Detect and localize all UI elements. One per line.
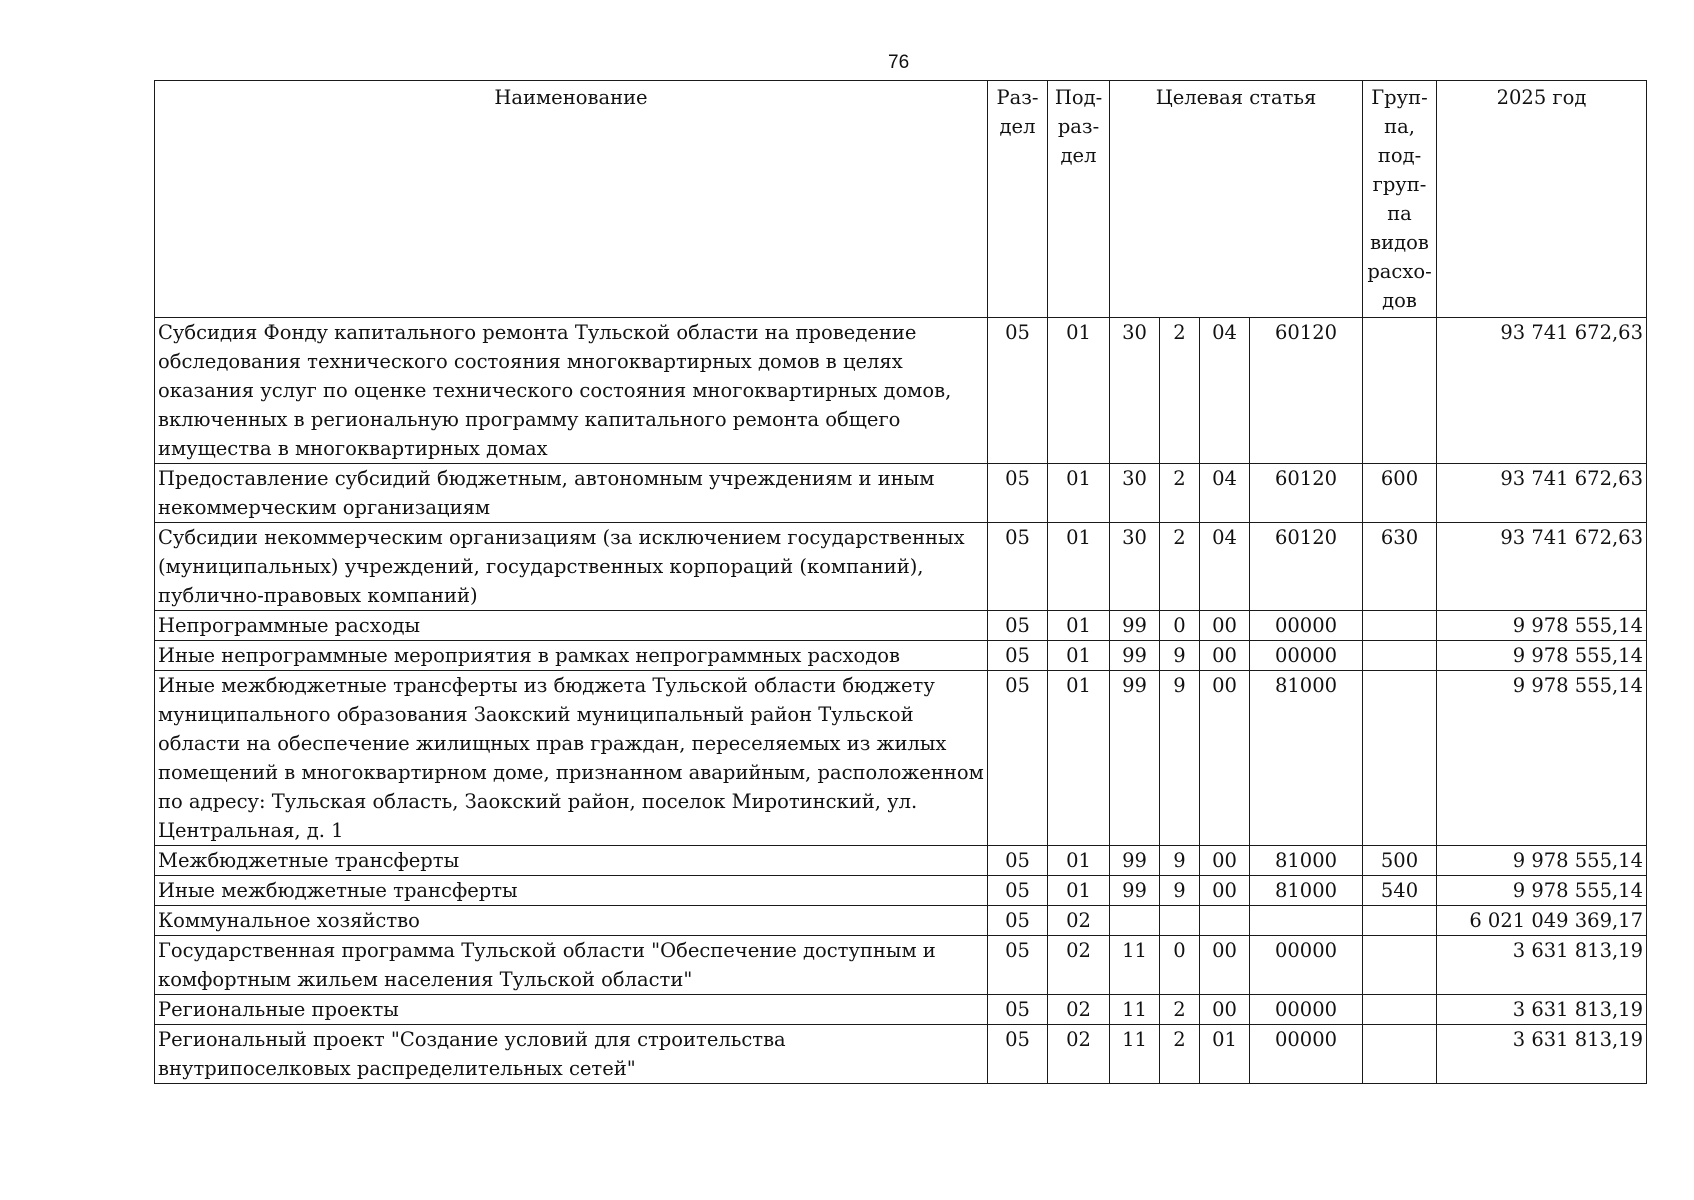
- row-amount: 93 741 672,63: [1437, 464, 1647, 523]
- row-name: Субсидия Фонду капитального ремонта Тульской области на проведение обследования технического состояния многоквартирных домов в целях оказания услуг по оценке технического состояния многоквартирных домов, включенных в региональную программу капитального ремонта общего имущества в многоквартирных домах: [155, 318, 988, 464]
- row-target-direction: 00000: [1250, 936, 1363, 995]
- row-subsection: 01: [1048, 611, 1110, 641]
- row-target-program: 99: [1110, 611, 1160, 641]
- row-target-program: [1110, 906, 1160, 936]
- row-name: Непрограммные расходы: [155, 611, 988, 641]
- row-target-event: 01: [1200, 1025, 1250, 1084]
- table-row: [155, 995, 1647, 1025]
- row-subsection: 01: [1048, 641, 1110, 671]
- row-target-event: 04: [1200, 318, 1250, 464]
- row-section: 05: [988, 995, 1048, 1025]
- row-target-direction: 60120: [1250, 464, 1363, 523]
- row-expense-group: [1363, 1025, 1437, 1084]
- row-target-type: 9: [1160, 671, 1200, 846]
- row-name: Межбюджетные трансферты: [155, 846, 988, 876]
- row-subsection: 02: [1048, 936, 1110, 995]
- row-amount: 6 021 049 369,17: [1437, 906, 1647, 936]
- row-target-program: 99: [1110, 641, 1160, 671]
- row-target-program: 30: [1110, 318, 1160, 464]
- row-target-direction: 81000: [1250, 671, 1363, 846]
- row-target-type: 2: [1160, 523, 1200, 611]
- row-target-direction: 60120: [1250, 318, 1363, 464]
- header-target-article: Целевая статья: [1110, 81, 1363, 318]
- row-amount: 3 631 813,19: [1437, 995, 1647, 1025]
- row-name: Коммунальное хозяйство: [155, 906, 988, 936]
- row-expense-group: [1363, 671, 1437, 846]
- table-row: [155, 936, 1647, 995]
- row-target-direction: 81000: [1250, 846, 1363, 876]
- row-section: 05: [988, 523, 1048, 611]
- row-target-event: 00: [1200, 995, 1250, 1025]
- row-target-direction: 00000: [1250, 641, 1363, 671]
- row-target-program: 99: [1110, 671, 1160, 846]
- row-target-type: 2: [1160, 1025, 1200, 1084]
- row-subsection: 01: [1048, 876, 1110, 906]
- table-row: [155, 1025, 1647, 1084]
- page-number: 76: [888, 52, 910, 73]
- row-name: Государственная программа Тульской области "Обеспечение доступным и комфортным жильем населения Тульской области": [155, 936, 988, 995]
- row-target-direction: 60120: [1250, 523, 1363, 611]
- row-subsection: 01: [1048, 846, 1110, 876]
- row-target-type: 2: [1160, 995, 1200, 1025]
- row-expense-group: [1363, 318, 1437, 464]
- table-row: [155, 523, 1647, 611]
- row-section: 05: [988, 611, 1048, 641]
- row-amount: 9 978 555,14: [1437, 611, 1647, 641]
- row-target-program: 99: [1110, 846, 1160, 876]
- row-target-event: [1200, 906, 1250, 936]
- row-expense-group: 540: [1363, 876, 1437, 906]
- row-target-event: 00: [1200, 671, 1250, 846]
- row-target-type: 9: [1160, 846, 1200, 876]
- table-body: [155, 318, 1647, 1084]
- row-expense-group: [1363, 641, 1437, 671]
- row-expense-group: 630: [1363, 523, 1437, 611]
- row-subsection: 02: [1048, 995, 1110, 1025]
- row-name: Региональные проекты: [155, 995, 988, 1025]
- row-section: 05: [988, 906, 1048, 936]
- row-amount: 93 741 672,63: [1437, 523, 1647, 611]
- row-target-direction: 00000: [1250, 1025, 1363, 1084]
- row-name: Субсидии некоммерческим организациям (за исключением государственных (муниципальных) учреждений, государственных корпораций (компаний), публично-правовых компаний): [155, 523, 988, 611]
- row-subsection: 01: [1048, 318, 1110, 464]
- row-target-event: 00: [1200, 876, 1250, 906]
- table-row: [155, 641, 1647, 671]
- row-name: Иные непрограммные мероприятия в рамках непрограммных расходов: [155, 641, 988, 671]
- row-name: Иные межбюджетные трансферты из бюджета Тульской области бюджету муниципального образования Заокский муниципальный район Тульской области на обеспечение жилищных прав граждан, переселяемых из жилых помещений в многоквартирном доме, признанном аварийным, расположенном по адресу: Тульская область, Заокский район, поселок Миротинский, ул. Центральная, д. 1: [155, 671, 988, 846]
- row-amount: 3 631 813,19: [1437, 1025, 1647, 1084]
- row-target-type: 0: [1160, 611, 1200, 641]
- row-amount: 9 978 555,14: [1437, 846, 1647, 876]
- row-target-type: [1160, 906, 1200, 936]
- row-section: 05: [988, 876, 1048, 906]
- header-expense-group: Груп-па, под-груп-па видов расхо-дов: [1363, 81, 1437, 318]
- row-target-direction: 00000: [1250, 611, 1363, 641]
- row-target-program: 11: [1110, 936, 1160, 995]
- header-year: 2025 год: [1437, 81, 1647, 318]
- row-target-type: 0: [1160, 936, 1200, 995]
- row-target-event: 00: [1200, 846, 1250, 876]
- budget-table: [154, 80, 1647, 1084]
- row-section: 05: [988, 464, 1048, 523]
- row-target-event: 04: [1200, 464, 1250, 523]
- row-expense-group: [1363, 936, 1437, 995]
- row-subsection: 01: [1048, 523, 1110, 611]
- table-row: [155, 611, 1647, 641]
- row-section: 05: [988, 671, 1048, 846]
- row-target-event: 00: [1200, 611, 1250, 641]
- row-subsection: 01: [1048, 464, 1110, 523]
- row-expense-group: 600: [1363, 464, 1437, 523]
- row-target-direction: [1250, 906, 1363, 936]
- row-target-event: 00: [1200, 641, 1250, 671]
- table-row: [155, 464, 1647, 523]
- row-target-event: 00: [1200, 936, 1250, 995]
- row-amount: 93 741 672,63: [1437, 318, 1647, 464]
- table-row: [155, 671, 1647, 846]
- row-section: 05: [988, 318, 1048, 464]
- row-target-direction: 81000: [1250, 876, 1363, 906]
- row-target-type: 2: [1160, 318, 1200, 464]
- row-section: 05: [988, 641, 1048, 671]
- row-expense-group: 500: [1363, 846, 1437, 876]
- table-row: [155, 876, 1647, 906]
- row-amount: 9 978 555,14: [1437, 671, 1647, 846]
- row-target-program: 30: [1110, 523, 1160, 611]
- table-header-row: [155, 81, 1647, 318]
- row-expense-group: [1363, 995, 1437, 1025]
- row-amount: 9 978 555,14: [1437, 876, 1647, 906]
- header-name: Наименование: [155, 81, 988, 318]
- row-target-program: 30: [1110, 464, 1160, 523]
- row-target-type: 9: [1160, 641, 1200, 671]
- row-name: Региональный проект "Создание условий для строительства внутрипоселковых распределительных сетей": [155, 1025, 988, 1084]
- row-amount: 9 978 555,14: [1437, 641, 1647, 671]
- row-name: Предоставление субсидий бюджетным, автономным учреждениям и иным некоммерческим организациям: [155, 464, 988, 523]
- row-target-program: 11: [1110, 995, 1160, 1025]
- header-subsection: Под-раз-дел: [1048, 81, 1110, 318]
- row-amount: 3 631 813,19: [1437, 936, 1647, 995]
- row-subsection: 02: [1048, 906, 1110, 936]
- row-target-direction: 00000: [1250, 995, 1363, 1025]
- row-section: 05: [988, 936, 1048, 995]
- row-target-program: 11: [1110, 1025, 1160, 1084]
- row-section: 05: [988, 1025, 1048, 1084]
- row-target-event: 04: [1200, 523, 1250, 611]
- row-name: Иные межбюджетные трансферты: [155, 876, 988, 906]
- table-row: [155, 318, 1647, 464]
- row-subsection: 01: [1048, 671, 1110, 846]
- row-expense-group: [1363, 611, 1437, 641]
- table-row: [155, 846, 1647, 876]
- header-section: Раз-дел: [988, 81, 1048, 318]
- table-row: [155, 906, 1647, 936]
- row-section: 05: [988, 846, 1048, 876]
- row-expense-group: [1363, 906, 1437, 936]
- row-subsection: 02: [1048, 1025, 1110, 1084]
- row-target-type: 9: [1160, 876, 1200, 906]
- row-target-program: 99: [1110, 876, 1160, 906]
- row-target-type: 2: [1160, 464, 1200, 523]
